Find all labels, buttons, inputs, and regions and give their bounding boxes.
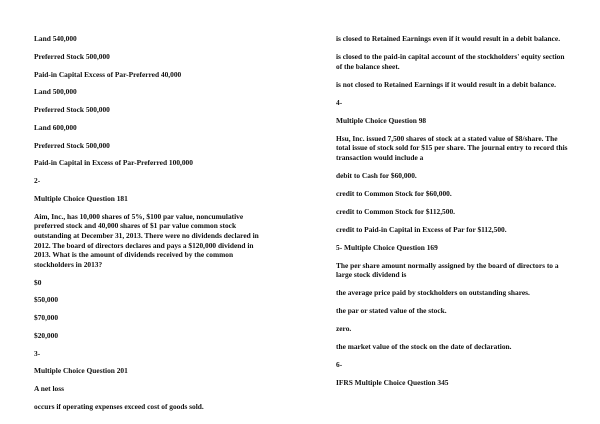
entry-preferred-stock: Preferred Stock 500,000: [34, 105, 110, 115]
question-text: The per share amount normally assigned by the board of directors to a large stock dividend is: [336, 260, 559, 280]
entry-preferred-stock: Preferred Stock 500,000: [34, 51, 110, 61]
question-number: 6-: [336, 360, 343, 370]
answer-option: the par or stated value of the stock.: [336, 306, 447, 316]
entry-land-600000: Land 600,000: [34, 122, 77, 132]
answer-option: $50,000: [34, 295, 59, 305]
entry-preferred-stock: Preferred Stock 500,000: [34, 140, 110, 150]
answer-option: is closed to the paid-in capital account of the stockholders' equity section of the balance sheet.: [336, 51, 565, 71]
answer-option: credit to Paid-in Capital in Excess of Par for $112,500.: [336, 224, 507, 234]
left-column: [34, 34, 266, 420]
answer-option: $20,000: [34, 330, 59, 340]
question-number: 3-: [34, 348, 41, 358]
question-title: IFRS Multiple Choice Question 345: [336, 378, 449, 388]
entry-land-540000: Land 540,000: [34, 34, 77, 43]
question-title: 5- Multiple Choice Question 169: [336, 242, 438, 252]
answer-option: is closed to Retained Earnings even if it would result in a debit balance.: [336, 34, 561, 43]
question-title: Multiple Choice Question 201: [34, 366, 128, 376]
answer-option: credit to Common Stock for $112,500.: [336, 206, 455, 216]
answer-option: zero.: [336, 324, 352, 334]
question-number: 2-: [34, 176, 41, 186]
answer-option: the average price paid by stockholders on outstanding shares.: [336, 288, 530, 298]
question-text: Hsu, Inc. issued 7,500 shares of stock at a stated value of $8/share. The total issue of stock sold for $15 per share. The journal entry to record this transaction would include a: [336, 133, 568, 162]
right-column: [336, 34, 568, 396]
question-title: Multiple Choice Question 181: [34, 194, 128, 204]
answer-option: occurs if operating expenses exceed cost of goods sold.: [34, 402, 204, 412]
question-text: A net loss: [34, 384, 64, 394]
entry-land-500000: Land 500,000: [34, 87, 77, 97]
entry-paid-in-capital: Paid-in Capital in Excess of Par-Preferred 100,000: [34, 158, 193, 168]
answer-option: debit to Cash for $60,000.: [336, 170, 417, 180]
question-number: 4-: [336, 97, 343, 107]
answer-option: credit to Common Stock for $60,000.: [336, 188, 452, 198]
answer-option: $70,000: [34, 313, 59, 323]
question-text: Aim, Inc., has 10,000 shares of 5%, $100 par value, noncumulative preferred stock and 40,000 shares of $1 par value common stock outstanding at December 31, 2013. There were no dividends declared in 2012. The board of directors declares and pays a $120,000 dividend in 2013. What is the amount of dividends received by the common stockholders in 2013?: [34, 211, 259, 269]
entry-paid-in-capital: Paid-in Capital Excess of Par-Preferred 40,000: [34, 69, 182, 79]
question-title: Multiple Choice Question 98: [336, 115, 427, 125]
answer-option: $0: [34, 277, 42, 287]
answer-option: is not closed to Retained Earnings if it would result in a debit balance.: [336, 79, 556, 89]
answer-option: the market value of the stock on the date of declaration.: [336, 342, 512, 352]
